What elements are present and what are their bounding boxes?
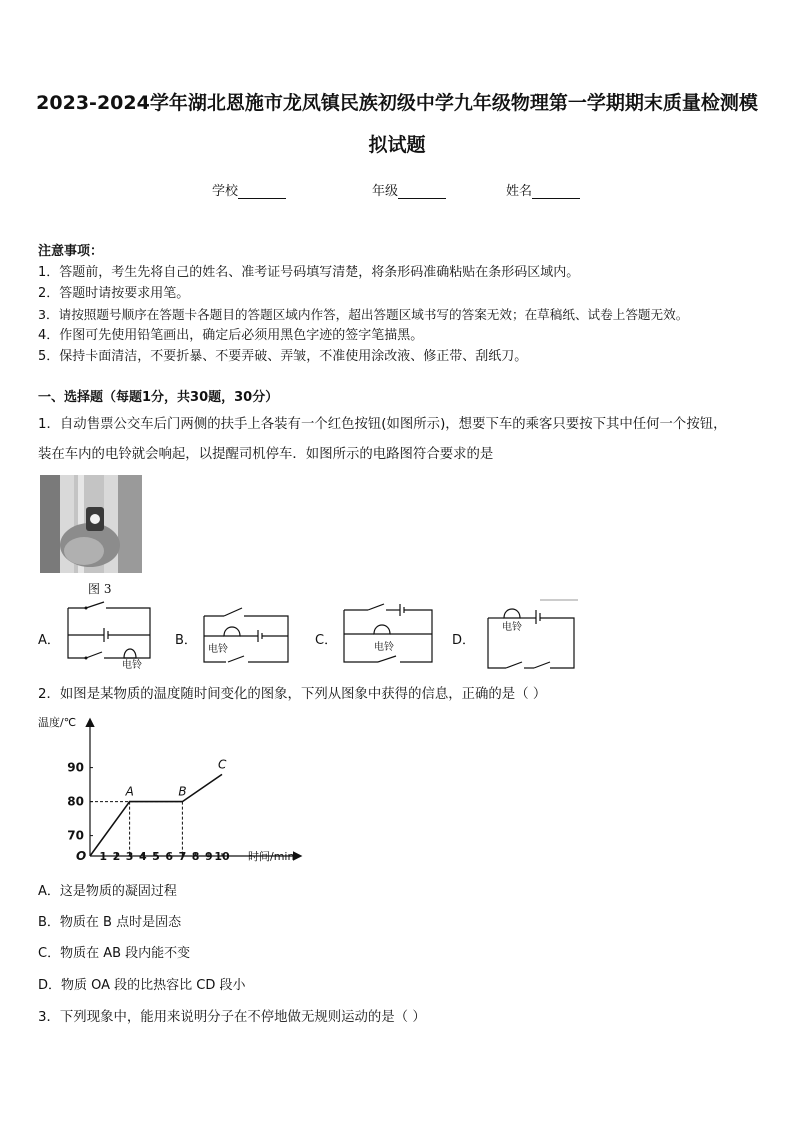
school-label: 学校: [212, 184, 239, 199]
y-tick-label: 80: [67, 794, 84, 809]
bell-label: 电铃: [374, 642, 394, 653]
bell-label: 电铃: [208, 644, 228, 655]
y-tick-label: 70: [67, 828, 84, 843]
y-tick-label: 90: [67, 760, 84, 775]
circuit-b[interactable]: [198, 602, 294, 666]
q2-stem: 2．如图是某物质的温度随时间变化的图象，下列从图象中获得的信息，正确的是（ ）: [38, 687, 547, 702]
option-c-label[interactable]: C．: [315, 633, 338, 648]
point-label: C: [218, 757, 227, 772]
q2-option-c[interactable]: C．物质在 AB 段内能不变: [38, 946, 191, 961]
q3-stem: 3．下列现象中，能用来说明分子在不停地做无规则运动的是（ ）: [38, 1010, 426, 1025]
figure-caption: 图 3: [88, 582, 112, 596]
x-tick-label: 6: [165, 850, 174, 863]
bus-button-photo: [40, 475, 142, 573]
page-title: 2023-2024学年湖北恩施市龙凤镇民族初级中学九年级物理第一学期期末质量检测模: [36, 92, 758, 114]
x-tick-label: 9: [204, 850, 213, 863]
school-field: [212, 180, 286, 199]
school-blank[interactable]: [238, 186, 286, 199]
circuit-d[interactable]: [478, 596, 582, 674]
grade-field: [372, 180, 446, 199]
origin-label: O: [76, 849, 87, 863]
section-heading: 一、选择题（每题1分，共30题，30分）: [38, 390, 279, 405]
name-blank[interactable]: [532, 186, 580, 199]
point-label: B: [178, 784, 187, 799]
q2-option-a[interactable]: A．这是物质的凝固过程: [38, 884, 177, 899]
note-item: 1．答题前，考生先将自己的姓名、准考证号码填写清楚，将条形码准确粘贴在条形码区域内。: [38, 265, 580, 280]
note-item: 5．保持卡面清洁，不要折暴、不要弄破、弄皱，不准使用涂改液、修正带、刮纸刀。: [38, 349, 528, 364]
x-tick-label: 4: [138, 850, 147, 863]
grade-label: 年级: [372, 184, 399, 199]
circuit-a[interactable]: [60, 598, 156, 670]
x-tick-label: 1: [99, 850, 108, 863]
x-tick-label: 7: [178, 850, 187, 863]
x-tick-label: 10: [214, 850, 230, 863]
name-field: [506, 180, 580, 199]
q1-stem-line2: 装在车内的电铃就会响起，以提醒司机停车．如图所示的电路图符合要求的是: [38, 447, 494, 462]
q1-stem-line1: 1．自动售票公交车后门两侧的扶手上各装有一个红色按钮(如图所示)，想要下车的乘客只要按下其中任何一个按钮，: [38, 417, 727, 432]
x-axis-label: 时间/min: [248, 850, 295, 863]
notes-heading: 注意事项：: [38, 244, 104, 259]
name-label: 姓名: [506, 184, 533, 199]
bell-label: 电铃: [502, 622, 522, 633]
x-tick-label: 2: [112, 850, 121, 863]
temperature-time-chart: [38, 712, 338, 870]
y-axis-label: 温度/℃: [38, 716, 77, 729]
x-tick-label: 3: [125, 850, 134, 863]
note-item: 4．作图可先使用铅笔画出，确定后必须用黑色字迹的签字笔描黑。: [38, 328, 424, 343]
option-b-label[interactable]: B．: [175, 633, 197, 648]
page-title-continued: 拟试题: [368, 134, 426, 156]
q2-option-d[interactable]: D．物质 OA 段的比热容比 CD 段小: [38, 978, 246, 993]
point-label: A: [125, 784, 134, 799]
series-line: [90, 774, 222, 856]
option-d-label[interactable]: D．: [452, 633, 476, 648]
bell-label: 电铃: [122, 660, 142, 670]
note-item: 3．请按照题号顺序在答题卡各题目的答题区域内作答，超出答题区域书写的答案无效；在草稿纸、试卷上答题无效。: [38, 307, 689, 322]
option-a-label[interactable]: A．: [38, 633, 60, 648]
grade-blank[interactable]: [398, 186, 446, 199]
x-tick-label: 5: [152, 850, 160, 863]
q2-option-b[interactable]: B．物质在 B 点时是固态: [38, 915, 182, 930]
circuit-c[interactable]: [338, 598, 438, 666]
x-tick-label: 8: [191, 850, 200, 863]
note-item: 2．答题时请按要求用笔。: [38, 286, 190, 301]
